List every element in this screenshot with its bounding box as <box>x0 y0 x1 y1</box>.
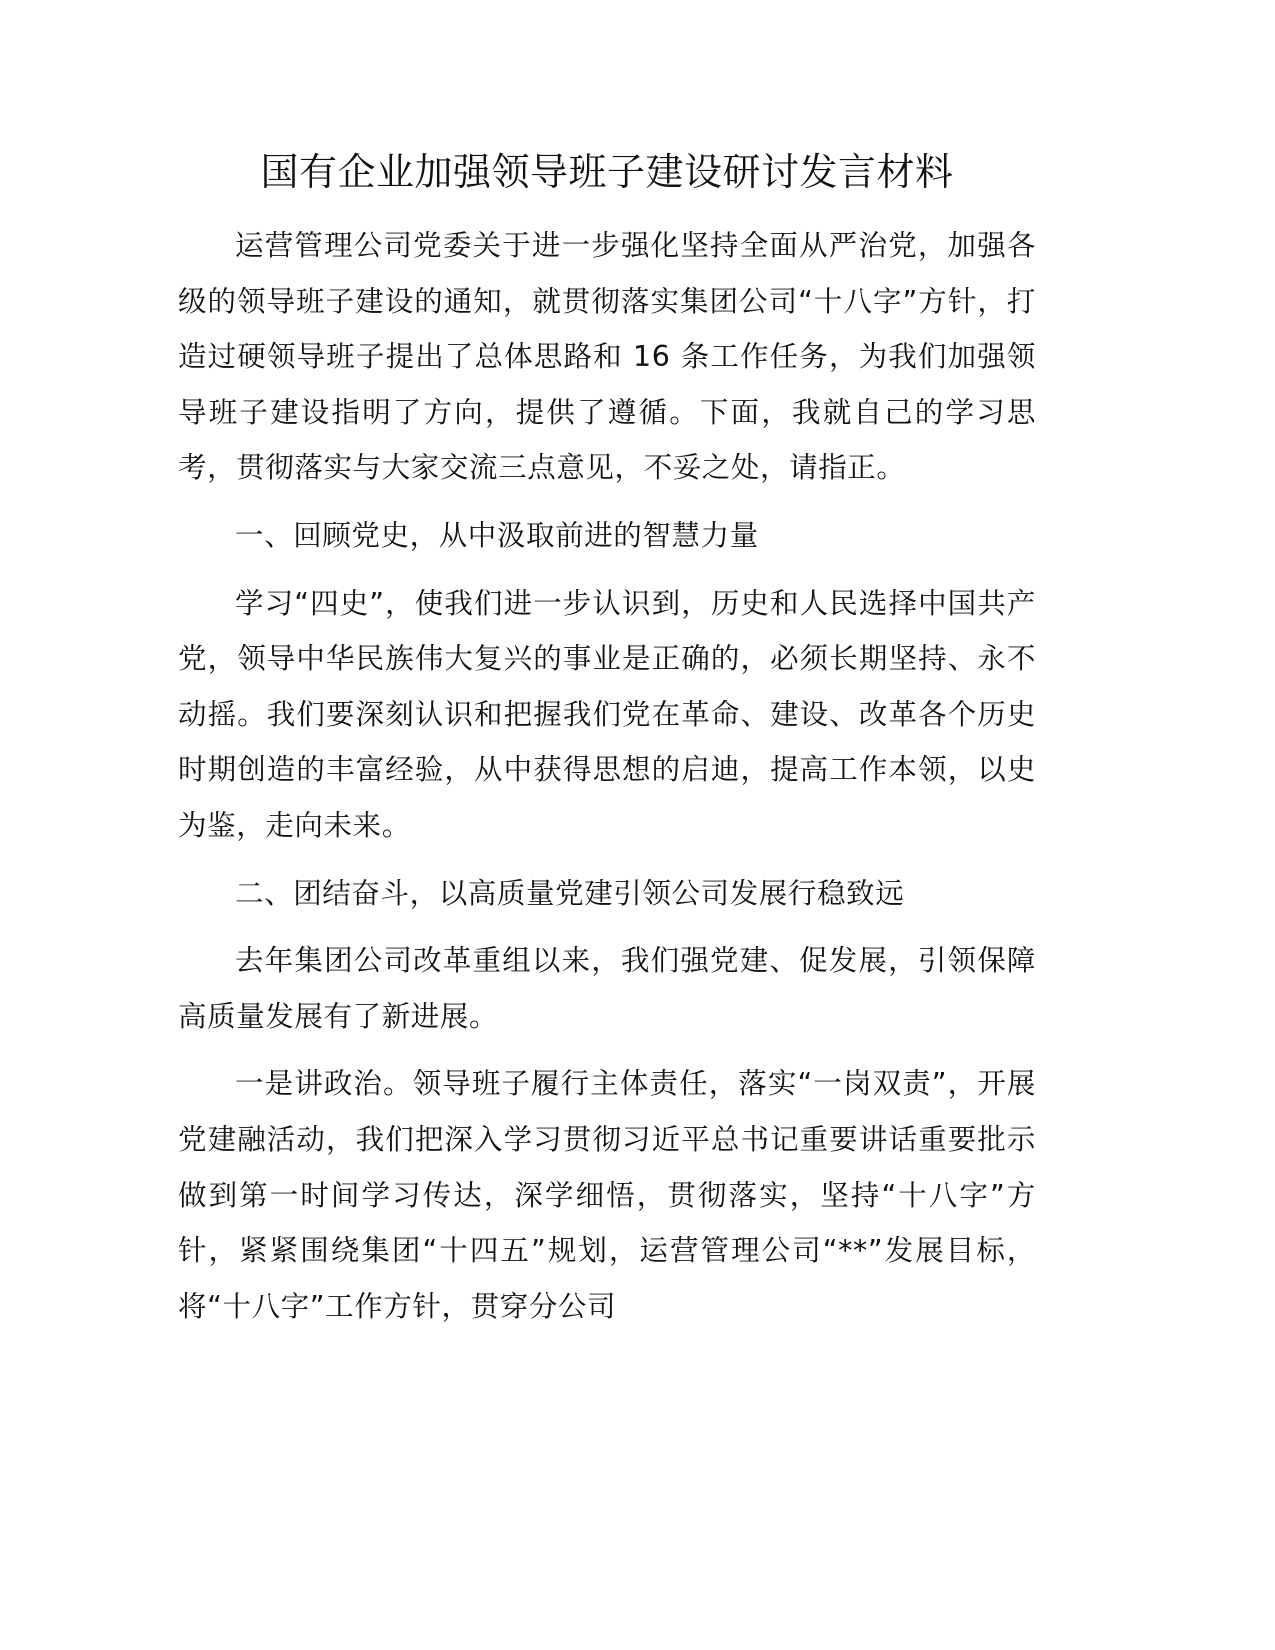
section-heading-1: 一、回顾党史，从中汲取前进的智慧力量 <box>235 518 759 552</box>
section-2-paragraph: 去年集团公司改革重组以来，我们强党建、促发展，引领保障高质量发展有了新进展。 <box>178 944 1036 1033</box>
document-title: 国有企业加强领导班子建设研讨发言材料 <box>260 150 954 194</box>
intro-paragraph: 运营管理公司党委关于进一步强化坚持全面从严治党，加强各级的领导班子建设的通知，就贯彻落实集团公司“十八字”方针，打造过硬领导班子提出了总体思路和 16 条工作任务，为我们加强领导班子建设指明了方向，提供了遵循。下面，我就自己的学习思考，贯彻落实与大家交流三点意见，不妥之处，请指正。 <box>178 229 1036 485</box>
section-2-point-1-paragraph: 一是讲政治。领导班子履行主体责任，落实“一岗双责”，开展党建融活动，我们把深入学习贯彻习近平总书记重要讲话重要批示做到第一时间学习传达，深学细悟，贯彻落实，坚持“十八字”方针，紧紧围绕集团“十四五”规划，运营管理公司“**”发展目标，将“十八字”工作方针，贯穿分公司 <box>178 1067 1036 1323</box>
section-1-paragraph: 学习“四史”，使我们进一步认识到，历史和人民选择中国共产党，领导中华民族伟大复兴的事业是正确的，必须长期坚持、永不动摇。我们要深刻认识和把握我们党在革命、建设、改革各个历史时期创造的丰富经验，从中获得思想的启迪，提高工作本领，以史为鉴，走向未来。 <box>178 586 1036 842</box>
document-body <box>178 218 1036 1346</box>
section-heading-2: 二、团结奋斗，以高质量党建引领公司发展行稳致远 <box>235 876 905 910</box>
